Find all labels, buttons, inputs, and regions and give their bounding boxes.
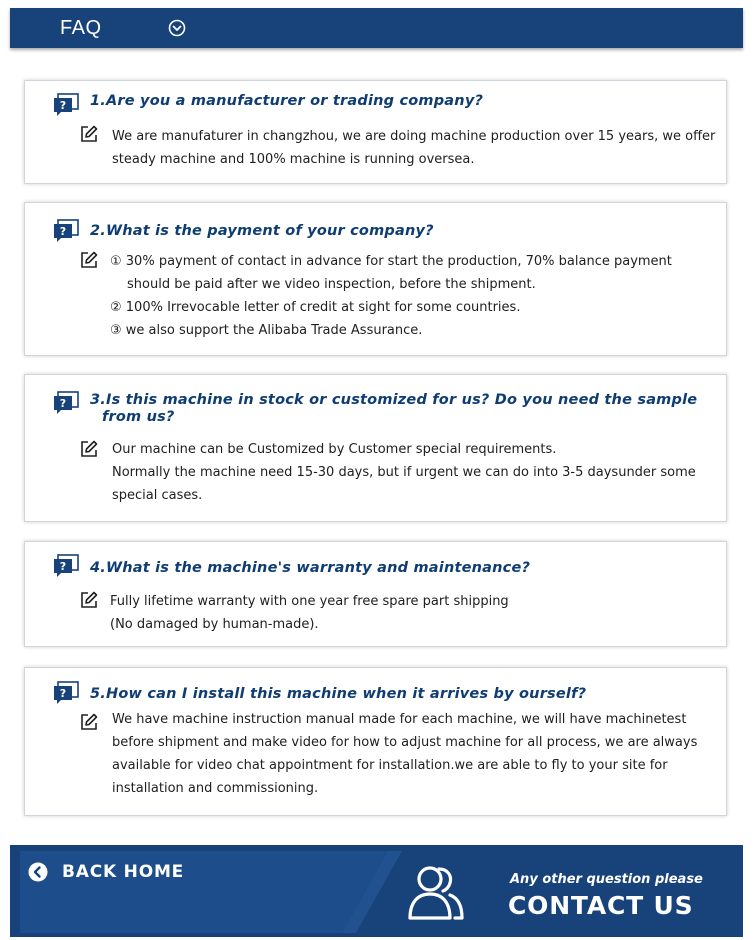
faq-question: 4.What is the machine's warranty and maintenance?	[90, 560, 531, 576]
svg-text:?: ?	[59, 225, 67, 238]
answer-line: (No damaged by human-made).	[110, 617, 319, 632]
faq-header	[10, 8, 743, 48]
faq-card-2	[24, 202, 727, 356]
faq-answer	[112, 125, 717, 171]
back-home-label: BACK HOME	[62, 862, 185, 882]
question-line: from us?	[102, 409, 175, 425]
question-bubble-icon	[53, 391, 79, 415]
contact-prompt: Any other question please	[510, 872, 703, 887]
faq-card-1	[24, 80, 727, 184]
answer-line: ② 100% Irrevocable letter of credit at sight for some countries.	[110, 300, 521, 315]
edit-icon	[80, 440, 98, 458]
faq-answer	[110, 250, 715, 342]
contact-us-link[interactable]: CONTACT US	[508, 891, 694, 920]
answer-line: Our machine can be Customized by Customer special requirements.	[112, 442, 557, 457]
faq-answer	[112, 708, 717, 800]
faq-answer	[110, 590, 715, 636]
edit-icon	[80, 251, 98, 269]
svg-text:?: ?	[59, 687, 67, 700]
faq-card-5	[24, 667, 727, 816]
page-title: FAQ	[60, 17, 102, 39]
back-home-button[interactable]	[28, 860, 184, 884]
answer-line: We have machine instruction manual made for each machine, we will have machinetest	[112, 712, 687, 727]
answer-line: ① 30% payment of contact in advance for start the production, 70% balance payment	[110, 254, 672, 269]
answer-line: installation and commissioning.	[112, 781, 319, 796]
users-icon	[406, 862, 466, 922]
question-bubble-icon	[53, 681, 79, 705]
answer-line: should be paid after we video inspection, before the shipment.	[127, 277, 536, 292]
question-bubble-icon	[53, 554, 79, 578]
edit-icon	[80, 591, 98, 609]
answer-line: steady machine and 100% machine is running oversea.	[112, 152, 475, 167]
faq-card-4	[24, 541, 727, 647]
answer-line: Normally the machine need 15-30 days, but if urgent we can do into 3-5 daysunder some	[112, 465, 696, 480]
chevron-down-icon[interactable]	[168, 19, 186, 37]
answer-line: We are manufaturer in changzhou, we are doing machine production over 15 years, we offer	[112, 129, 716, 144]
faq-question: 1.Are you a manufacturer or trading company?	[90, 93, 484, 109]
faq-question: 5.How can I install this machine when it arrives by ourself?	[90, 686, 587, 702]
answer-line: special cases.	[112, 488, 203, 503]
answer-line: ③ we also support the Alibaba Trade Assurance.	[110, 323, 423, 338]
answer-line: available for video chat appointment for installation.we are able to fly to your site for	[112, 758, 668, 773]
footer-banner	[10, 845, 743, 937]
faq-question	[90, 392, 700, 426]
answer-line: Fully lifetime warranty with one year free spare part shipping	[110, 594, 509, 609]
svg-text:?: ?	[59, 397, 67, 410]
back-arrow-icon	[28, 862, 48, 882]
faq-card-3	[24, 374, 727, 522]
svg-text:?: ?	[59, 99, 67, 112]
edit-icon	[80, 125, 98, 143]
svg-text:?: ?	[59, 560, 67, 573]
answer-line: before shipment and make video for how to adjust machine for all process, we are always	[112, 735, 698, 750]
question-bubble-icon	[53, 219, 79, 243]
edit-icon	[80, 713, 98, 731]
faq-answer	[112, 438, 717, 507]
question-bubble-icon	[53, 93, 79, 117]
faq-question: 2.What is the payment of your company?	[90, 223, 434, 239]
question-line: 3.Is this machine in stock or customized for us? Do you need the sample	[90, 392, 698, 408]
